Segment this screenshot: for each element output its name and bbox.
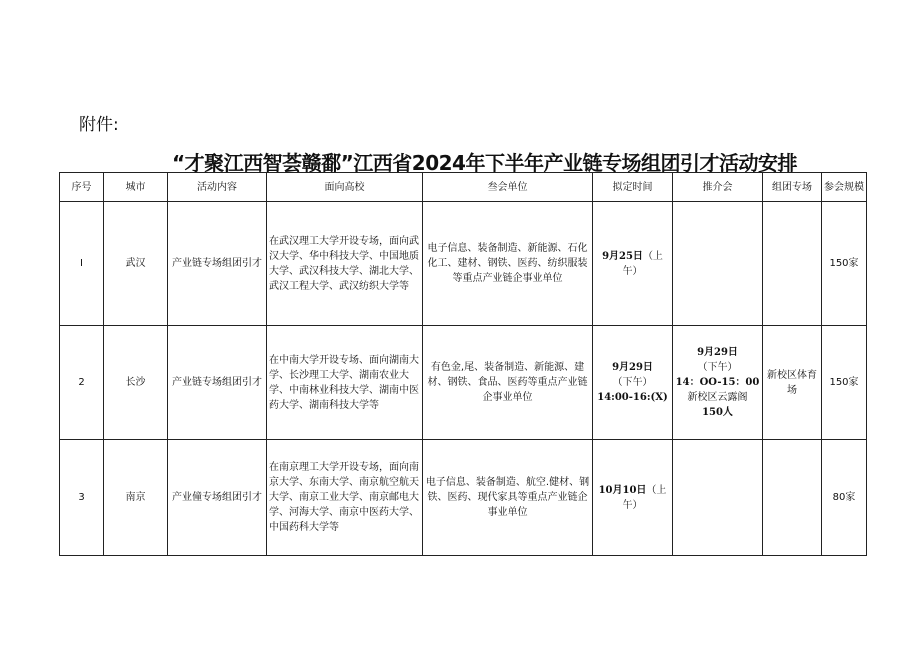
header-cell: 序号 bbox=[60, 173, 104, 202]
promo-place: 新校区云露阁 bbox=[687, 392, 748, 403]
header-cell: 参会规模 bbox=[822, 173, 867, 202]
time-date: 9月29日 bbox=[612, 362, 653, 373]
row-promo bbox=[673, 326, 763, 440]
row-promo bbox=[673, 202, 763, 326]
table-row bbox=[60, 326, 867, 440]
row-activity: 产业僮专场组团引才 bbox=[168, 440, 267, 556]
row-scale: 80家 bbox=[822, 440, 867, 556]
header-cell: 城市 bbox=[104, 173, 168, 202]
row-activity: 产业链专场组团引才 bbox=[168, 326, 267, 440]
row-city: 长沙 bbox=[104, 326, 168, 440]
promo-half: （下午） bbox=[697, 362, 738, 373]
row-city: 武汉 bbox=[104, 202, 168, 326]
row-units: 有色金,尾、装备制造、新能源、建材、钢铁、食品、医药等重点产业链企事业单位 bbox=[423, 326, 593, 440]
row-units: 电子信息、装备制造、新能源、石化化工、建材、钢铁、医药、纺织服装等重点产业链企事业单位 bbox=[423, 202, 593, 326]
header-cell: 推介会 bbox=[673, 173, 763, 202]
row-universities: 在武汉理工大学开设专场，面向武汉大学、华中科技大学、中国地质大学、武汉科技大学、湖北大学、武汉工程大学、武汉纺织大学等 bbox=[267, 202, 423, 326]
header-cell: 拟定时间 bbox=[593, 173, 673, 202]
promo-people: 150人 bbox=[702, 407, 733, 418]
row-universities: 在南京理工大学开设专场，面向南京大学、东南大学、南京航空航天大学、南京工业大学、南京邮电大学、河海大学、南京中医药大学、中国药科大学等 bbox=[267, 440, 423, 556]
time-half: （下午） bbox=[612, 377, 653, 388]
row-time bbox=[593, 202, 673, 326]
row-number: 2 bbox=[60, 326, 104, 440]
header-cell: 面向高校 bbox=[267, 173, 423, 202]
row-number: I bbox=[60, 202, 104, 326]
row-units: 电子信息、装备制造、航空.健材、钢铁、医药、现代家具等重点产业链企事业单位 bbox=[423, 440, 593, 556]
time-clock: 14:00-16:(X) bbox=[597, 392, 668, 403]
row-promo bbox=[673, 440, 763, 556]
time-half: （上午） bbox=[622, 250, 663, 277]
page-title: “才聚江西智荟赣鄱”江西省2024年下半年产业链专场组团引才活动安排 bbox=[172, 151, 797, 175]
table-row bbox=[60, 202, 867, 326]
time-date: 9月25日 bbox=[602, 250, 643, 262]
header-cell: 叁会单位 bbox=[423, 173, 593, 202]
header-row bbox=[60, 173, 867, 202]
row-special: 新校区体育场 bbox=[763, 326, 822, 440]
row-number: 3 bbox=[60, 440, 104, 556]
row-scale: 150家 bbox=[822, 326, 867, 440]
table-row bbox=[60, 440, 867, 556]
schedule-table bbox=[59, 172, 867, 556]
attachment-label: 附件: bbox=[79, 115, 119, 135]
row-special bbox=[763, 440, 822, 556]
header-cell: 组团专场 bbox=[763, 173, 822, 202]
time-date: 10月10日 bbox=[598, 484, 647, 496]
time-half: （上午） bbox=[622, 484, 667, 511]
row-universities: 在中南大学开设专场、面向湖南大学、长沙理工大学、湖南农业大学、中南林业科技大学、湖南中医药大学、湖南科技大学等 bbox=[267, 326, 423, 440]
header-cell: 活动内容 bbox=[168, 173, 267, 202]
promo-date: 9月29日 bbox=[697, 347, 738, 358]
row-activity: 产业链专场组团引才 bbox=[168, 202, 267, 326]
row-time bbox=[593, 326, 673, 440]
row-time bbox=[593, 440, 673, 556]
row-scale: 150家 bbox=[822, 202, 867, 326]
row-special bbox=[763, 202, 822, 326]
promo-clock: 14：OO-15：00 bbox=[675, 377, 760, 388]
row-city: 南京 bbox=[104, 440, 168, 556]
